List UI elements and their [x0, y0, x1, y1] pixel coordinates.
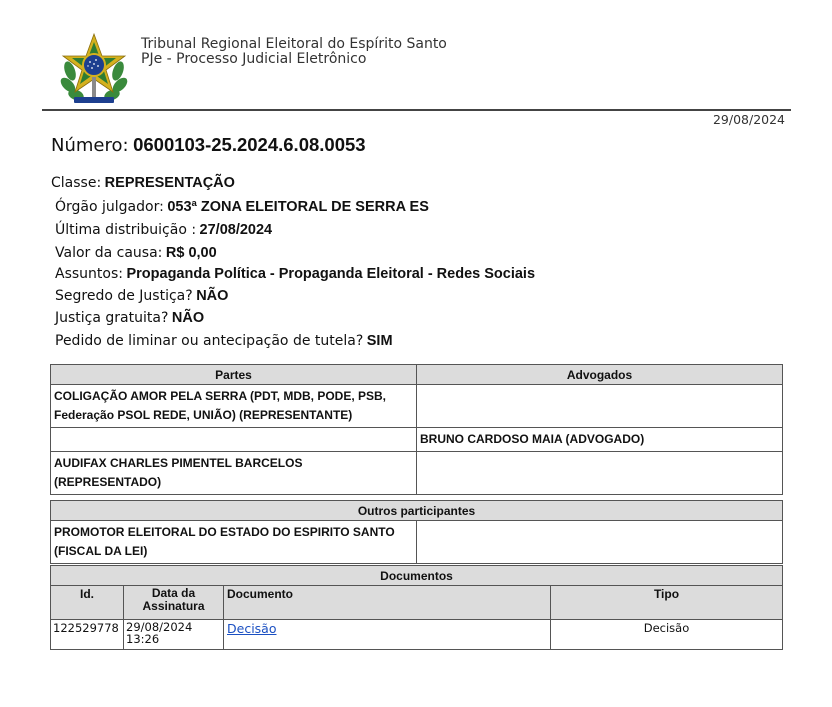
parte-line: COLIGAÇÃO AMOR PELA SERRA (PDT, MDB, PODE, PSB, [54, 389, 387, 403]
field-label: Última distribuição : [55, 222, 197, 238]
parte-cell [51, 452, 417, 495]
participante-line: (FISCAL DA LEI) [54, 544, 148, 558]
document-link[interactable]: Decisão [227, 621, 277, 636]
field-justica-gratuita [55, 310, 204, 327]
col-header-id: Id. [51, 586, 124, 620]
field-label: Pedido de liminar ou antecipação de tutela? [55, 333, 364, 349]
field-value: 27/08/2024 [199, 222, 273, 238]
brasao-emblem [58, 31, 130, 107]
doc-date: 29/08/2024 [126, 620, 193, 634]
field-classe [51, 175, 235, 192]
documentos-table [50, 565, 783, 650]
col-header-data-assinatura [124, 586, 224, 620]
field-value: 053ª ZONA ELEITORAL DE SERRA ES [167, 199, 429, 215]
outros-participantes-table [50, 500, 783, 564]
parte-line: AUDIFAX CHARLES PIMENTEL BARCELOS [54, 456, 303, 470]
parte-cell [51, 385, 417, 428]
process-number [51, 134, 366, 156]
advogado-cell [417, 452, 783, 495]
system-name: PJe - Processo Judicial Eletrônico [141, 51, 367, 67]
col-header-partes: Partes [51, 365, 417, 385]
field-label: Valor da causa: [55, 245, 163, 261]
doc-name-cell [224, 620, 551, 650]
field-ultima-distribuicao [55, 222, 272, 239]
field-value: NÃO [171, 310, 205, 326]
field-orgao-julgador [55, 199, 429, 216]
field-value: SIM [366, 333, 393, 349]
doc-id-cell: 122529778 [51, 620, 124, 650]
advogado-cell: BRUNO CARDOSO MAIA (ADVOGADO) [417, 428, 783, 452]
partes-table [50, 364, 783, 495]
field-segredo-justica [55, 288, 228, 305]
parte-line: Federação PSOL REDE, UNIÃO) (REPRESENTANTE) [54, 408, 353, 422]
doc-time: 13:26 [126, 632, 160, 646]
participante-cell [51, 521, 417, 564]
org-name: Tribunal Regional Eleitoral do Espírito Santo [141, 36, 447, 52]
doc-tipo-cell: Decisão [551, 620, 783, 650]
col-header-line: Data da [151, 586, 196, 600]
process-number-value: 0600103-25.2024.6.08.0053 [133, 134, 366, 155]
field-value: R$ 0,00 [165, 245, 217, 261]
field-valor-causa [55, 245, 217, 262]
header-org [141, 37, 447, 67]
field-value: REPRESENTAÇÃO [104, 175, 235, 191]
process-number-label: Número: [51, 135, 129, 156]
col-header-advogados: Advogados [417, 365, 783, 385]
header-date: 29/08/2024 [712, 112, 785, 127]
field-assuntos [55, 266, 535, 283]
col-header-line: Assinatura [142, 599, 205, 613]
col-header-documento: Documento [224, 586, 551, 620]
parte-cell [51, 428, 417, 452]
table-row [51, 385, 783, 428]
field-value: Propaganda Política - Propaganda Eleitoral - Redes Sociais [126, 266, 536, 282]
table-row [51, 452, 783, 495]
outros-participantes-title: Outros participantes [51, 501, 783, 521]
parte-line: (REPRESENTADO) [54, 475, 162, 489]
documentos-title: Documentos [51, 566, 783, 586]
advogado-cell [417, 385, 783, 428]
field-label: Assuntos: [55, 266, 123, 282]
field-pedido-liminar [55, 333, 393, 350]
field-label: Segredo de Justiça? [55, 288, 193, 304]
field-label: Justiça gratuita? [55, 310, 169, 326]
field-label: Órgão julgador: [55, 199, 164, 215]
col-header-tipo: Tipo [551, 586, 783, 620]
table-row [51, 521, 783, 564]
empty-cell [417, 521, 783, 564]
doc-date-cell [124, 620, 224, 650]
table-row [51, 620, 783, 650]
header-divider [42, 109, 791, 111]
participante-line: PROMOTOR ELEITORAL DO ESTADO DO ESPIRITO SANTO [54, 525, 395, 539]
table-row [51, 428, 783, 452]
field-value: NÃO [196, 288, 229, 304]
field-label: Classe: [51, 175, 102, 191]
